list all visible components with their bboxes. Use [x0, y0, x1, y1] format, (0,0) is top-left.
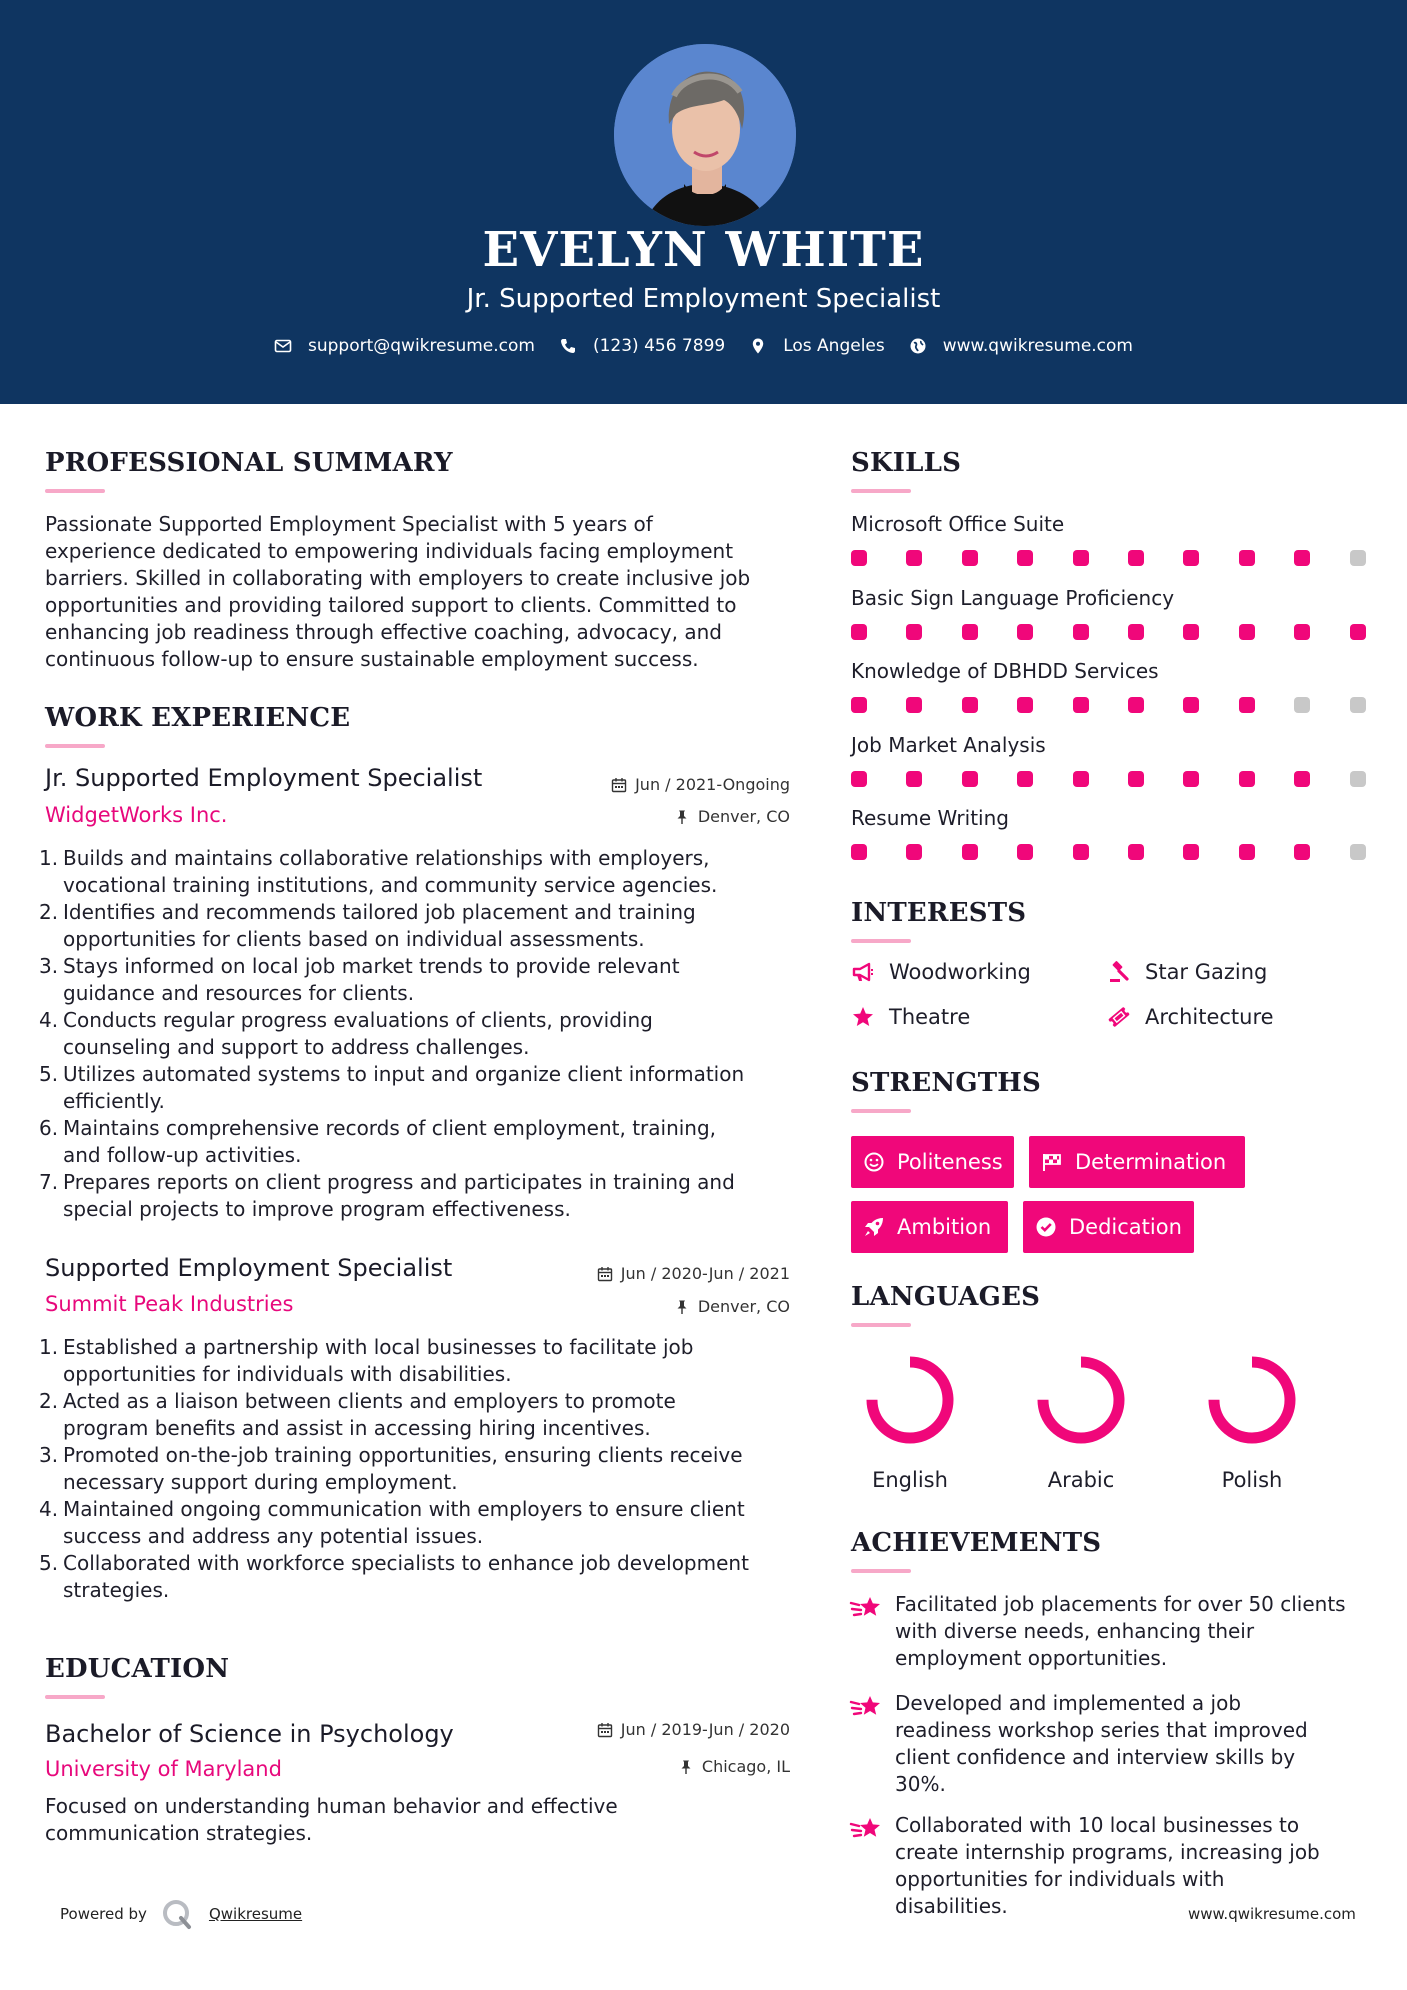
qwikresume-link[interactable]: Qwikresume: [208, 1905, 303, 1923]
gavel-icon: [1107, 960, 1131, 984]
job-location-text: Denver, CO: [697, 807, 790, 826]
languages-rule: [851, 1323, 911, 1327]
strength-label: Ambition: [897, 1215, 992, 1239]
rating-dot-filled: [1183, 771, 1199, 787]
phone-icon: [559, 337, 577, 355]
list-item: 5. Utilizes automated systems to input and organize client information efficiently.: [39, 1062, 745, 1113]
rating-dot-filled: [1350, 624, 1366, 640]
summary-line: experience dedicated to empowering individuals facing employment: [45, 539, 734, 563]
star-icon: [851, 1005, 875, 1029]
education-rule: [45, 1695, 105, 1699]
skill-rating: [851, 624, 1371, 640]
language-level-arc: [1214, 1362, 1290, 1438]
skill-rating: [851, 771, 1371, 787]
rating-dot-filled: [1128, 624, 1144, 640]
job-location: [540, 1297, 790, 1316]
rating-dot-filled: [1017, 624, 1033, 640]
rating-dot-filled: [1017, 550, 1033, 566]
strengths-rule: [851, 1109, 911, 1113]
rating-dot-filled: [962, 624, 978, 640]
language-item: [1197, 1350, 1307, 1492]
rating-dot-filled: [1128, 550, 1144, 566]
rating-dot-filled: [962, 697, 978, 713]
rating-dot-filled: [1239, 697, 1255, 713]
skill-rating: [851, 697, 1371, 713]
interest-item: [851, 1005, 970, 1029]
rating-dot-filled: [1239, 550, 1255, 566]
achievement-item: [849, 1591, 1365, 1672]
rating-dot-empty: [1350, 697, 1366, 713]
rocket-icon: [863, 1216, 885, 1238]
summary-line: enhancing job readiness through effective coaching, advocacy, and: [45, 620, 722, 644]
map-pin-icon: [749, 337, 767, 355]
pushpin-icon: [678, 1759, 694, 1775]
rating-dot-filled: [1294, 624, 1310, 640]
interest-item: [851, 960, 1031, 984]
pushpin-icon: [674, 809, 690, 825]
rating-dot-filled: [962, 844, 978, 860]
rating-dot-filled: [1183, 550, 1199, 566]
job-bullets: [39, 1334, 805, 1604]
rating-dot-filled: [1017, 697, 1033, 713]
rating-dot-filled: [906, 697, 922, 713]
job-date: [540, 775, 790, 794]
qwikresume-logo-icon: [161, 1898, 193, 1930]
achievement-item: [849, 1690, 1365, 1798]
shooting-star-icon: [849, 1593, 883, 1623]
degree-title: Bachelor of Science in Psychology: [45, 1720, 454, 1748]
powered-by: [60, 1898, 302, 1930]
rating-dot-filled: [1294, 550, 1310, 566]
envelope-icon: [274, 337, 292, 355]
strength-label: Politeness: [897, 1150, 1003, 1174]
footer-url[interactable]: www.qwikresume.com: [1188, 1905, 1356, 1923]
company-name: WidgetWorks Inc.: [45, 803, 228, 827]
education-description: Focused on understanding human behavior and effective communication strategies.: [45, 1794, 618, 1845]
language-label: Arabic: [1047, 1468, 1115, 1492]
interests-rule: [851, 939, 911, 943]
rating-dot-filled: [1128, 771, 1144, 787]
list-item: 4. Maintained ongoing communication with employers to ensure client success and address any potential issues.: [39, 1497, 745, 1548]
resume-header: [0, 0, 1407, 404]
interest-label: Star Gazing: [1145, 960, 1268, 984]
education-location: [540, 1757, 790, 1776]
contact-email-text: support@qwikresume.com: [308, 336, 535, 356]
candidate-title: Jr. Supported Employment Specialist: [466, 284, 941, 314]
achievements-heading: ACHIEVEMENTS: [851, 1528, 1102, 1558]
calendar-icon: [597, 1722, 613, 1738]
education-date-text: Jun / 2019-Jun / 2020: [620, 1720, 790, 1739]
languages-heading: LANGUAGES: [851, 1282, 1041, 1312]
rating-dot-filled: [1073, 697, 1089, 713]
rating-dot-filled: [1128, 697, 1144, 713]
strength-label: Determination: [1075, 1150, 1227, 1174]
list-item: 1. Builds and maintains collaborative relationships with employers, vocational training institutions, and community service agencies.: [39, 846, 718, 897]
experience-rule: [45, 744, 105, 748]
job-date: [520, 1264, 790, 1283]
language-proficiency-ring: [860, 1350, 960, 1450]
interest-item: [1107, 960, 1267, 984]
achievement-text: Developed and implemented a job readiness workshop series that improved client confidence and interview skills by 30%.: [895, 1691, 1308, 1796]
job-date-text: Jun / 2021-Ongoing: [635, 775, 790, 794]
contact-website-text: www.qwikresume.com: [942, 336, 1133, 356]
rating-dot-empty: [1350, 844, 1366, 860]
skill-name: Resume Writing: [851, 806, 1009, 830]
contact-website[interactable]: [909, 336, 1133, 356]
list-item: 4. Conducts regular progress evaluations of clients, providing counseling and support to address challenges.: [39, 1008, 653, 1059]
rating-dot-filled: [906, 624, 922, 640]
language-level-arc: [872, 1362, 948, 1438]
language-label: English: [872, 1468, 948, 1492]
job-location-text: Denver, CO: [697, 1297, 790, 1316]
summary-heading: PROFESSIONAL SUMMARY: [45, 448, 453, 478]
summary-line: opportunities and providing tailored support to clients. Committed to: [45, 593, 737, 617]
shooting-star-icon: [849, 1814, 883, 1844]
rating-dot-filled: [962, 771, 978, 787]
contact-location: [749, 336, 885, 356]
rating-dot-filled: [1183, 624, 1199, 640]
rating-dot-filled: [906, 771, 922, 787]
achievements-rule: [851, 1569, 911, 1573]
rating-dot-filled: [851, 550, 867, 566]
contact-email[interactable]: [274, 336, 535, 356]
strengths-heading: STRENGTHS: [851, 1068, 1042, 1098]
calendar-icon: [611, 777, 627, 793]
rating-dot-filled: [851, 624, 867, 640]
skill-name: Job Market Analysis: [851, 732, 1046, 757]
globe-icon: [909, 337, 927, 355]
summary-line: continuous follow-up to ensure sustainable employment success.: [45, 647, 699, 671]
megaphone-icon: [851, 960, 875, 984]
interests-heading: INTERESTS: [851, 898, 1027, 928]
summary-rule: [45, 489, 105, 493]
list-item: 1. Established a partnership with local businesses to facilitate job opportunities for individuals with disabilities.: [39, 1335, 694, 1386]
education-location-text: Chicago, IL: [701, 1757, 790, 1776]
rating-dot-filled: [1183, 844, 1199, 860]
rating-dot-filled: [851, 697, 867, 713]
profile-photo: [614, 44, 796, 226]
school-name: University of Maryland: [45, 1757, 282, 1781]
rating-dot-filled: [1183, 697, 1199, 713]
list-item: 3. Promoted on-the-job training opportunities, ensuring clients receive necessary support during employment.: [39, 1443, 743, 1494]
skills-heading: SKILLS: [851, 448, 962, 478]
summary-line: Passionate Supported Employment Specialist with 5 years of: [45, 512, 653, 536]
strength-badge: [1029, 1136, 1245, 1188]
pushpin-icon: [674, 1299, 690, 1315]
skill-rating: [851, 550, 1371, 566]
flag-icon: [1041, 1151, 1063, 1173]
achievement-text: Facilitated job placements for over 50 clients with diverse needs, enhancing their employment opportunities.: [895, 1592, 1346, 1670]
rating-dot-filled: [1073, 624, 1089, 640]
rating-dot-filled: [962, 550, 978, 566]
list-item: 2. Acted as a liaison between clients and employers to promote program benefits and assist in accessing hiring incentives.: [39, 1389, 676, 1440]
candidate-name: EVELYN WHITE: [482, 222, 925, 278]
job-date-text: Jun / 2020-Jun / 2021: [620, 1264, 790, 1283]
summary-text: [45, 511, 795, 673]
language-item: [855, 1350, 965, 1492]
strength-label: Dedication: [1069, 1215, 1182, 1239]
language-proficiency-ring: [1202, 1350, 1302, 1450]
achievement-text: Collaborated with 10 local businesses to create internship programs, increasing job opportunities for individuals with disabilities.: [895, 1813, 1320, 1918]
summary-line: barriers. Skilled in collaborating with employers to create inclusive job: [45, 566, 751, 590]
list-item: 6. Maintains comprehensive records of client employment, training, and follow-up activities.: [39, 1116, 717, 1167]
strength-badge: [851, 1201, 1008, 1253]
strength-badge: [1023, 1201, 1194, 1253]
rating-dot-filled: [1073, 771, 1089, 787]
skill-name: Basic Sign Language Proficiency: [851, 585, 1175, 610]
list-item: 2. Identifies and recommends tailored job placement and training opportunities for clients based on individual assessments.: [39, 900, 696, 951]
interest-label: Woodworking: [889, 960, 1031, 984]
rating-dot-filled: [1239, 624, 1255, 640]
contact-bar: [0, 336, 1407, 356]
rating-dot-filled: [1239, 771, 1255, 787]
job-bullets: [39, 845, 805, 1223]
language-label: Polish: [1221, 1468, 1283, 1492]
interest-item: [1107, 1005, 1274, 1029]
education-heading: EDUCATION: [45, 1654, 230, 1684]
contact-location-text: Los Angeles: [783, 336, 885, 356]
job-title: Jr. Supported Employment Specialist: [45, 764, 483, 792]
list-item: 5. Collaborated with workforce specialists to enhance job development strategies.: [39, 1551, 749, 1602]
rating-dot-filled: [1128, 844, 1144, 860]
rating-dot-empty: [1350, 771, 1366, 787]
experience-heading: WORK EXPERIENCE: [45, 703, 351, 733]
rating-dot-filled: [1294, 771, 1310, 787]
job-location: [540, 807, 790, 826]
rating-dot-empty: [1350, 550, 1366, 566]
list-item: 3. Stays informed on local job market trends to provide relevant guidance and resources for clients.: [39, 954, 680, 1005]
rating-dot-filled: [1017, 771, 1033, 787]
rating-dot-filled: [1294, 844, 1310, 860]
list-item: 7. Prepares reports on client progress and participates in training and special projects to improve program effectiveness.: [39, 1170, 735, 1221]
smile-icon: [863, 1151, 885, 1173]
skill-name: Knowledge of DBHDD Services: [851, 659, 1159, 683]
check-circle-icon: [1035, 1216, 1057, 1238]
achievement-item: [849, 1812, 1365, 1920]
job-title: Supported Employment Specialist: [45, 1254, 453, 1282]
strength-badge: [851, 1136, 1014, 1188]
contact-phone[interactable]: [559, 336, 725, 356]
rating-dot-filled: [851, 844, 867, 860]
interest-label: Theatre: [889, 1005, 971, 1029]
language-item: [1026, 1350, 1136, 1492]
language-proficiency-ring: [1031, 1350, 1131, 1450]
powered-by-label: Powered by: [60, 1905, 147, 1923]
skill-rating: [851, 844, 1371, 860]
rating-dot-filled: [1239, 844, 1255, 860]
language-level-arc: [1043, 1362, 1119, 1438]
skills-rule: [851, 489, 911, 493]
shooting-star-icon: [849, 1692, 883, 1722]
calendar-icon: [597, 1266, 613, 1282]
rating-dot-filled: [1073, 550, 1089, 566]
rating-dot-empty: [1294, 697, 1310, 713]
company-name: Summit Peak Industries: [45, 1292, 294, 1316]
rating-dot-filled: [1073, 844, 1089, 860]
ticket-icon: [1107, 1005, 1131, 1029]
education-date: [520, 1720, 790, 1739]
interest-label: Architecture: [1145, 1005, 1274, 1029]
rating-dot-filled: [1017, 844, 1033, 860]
rating-dot-filled: [906, 844, 922, 860]
rating-dot-filled: [906, 550, 922, 566]
contact-phone-text: (123) 456 7899: [592, 336, 726, 356]
skill-name: Microsoft Office Suite: [851, 512, 1065, 536]
rating-dot-filled: [851, 771, 867, 787]
